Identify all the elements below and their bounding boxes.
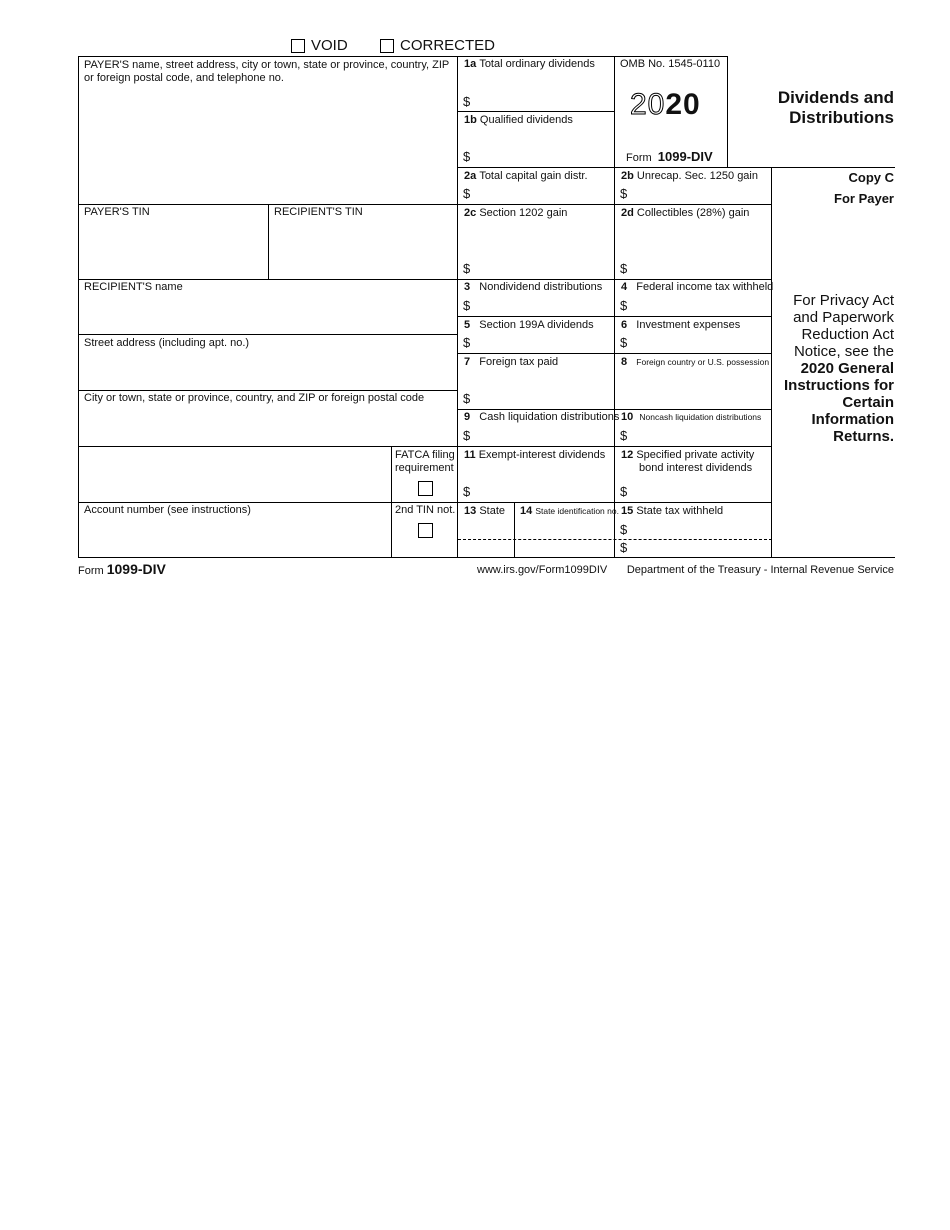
box-10-dollar: $ (620, 428, 628, 443)
box-1b-input[interactable] (476, 148, 610, 164)
fatca-checkbox[interactable] (418, 481, 433, 496)
form-title: Dividends and Distributions (777, 88, 894, 127)
city-field[interactable] (84, 415, 452, 435)
fatca-label-2: requirement (395, 462, 454, 474)
recipient-name-field[interactable] (84, 300, 452, 320)
box-2a-input[interactable] (476, 185, 610, 201)
box-10-label: 10 Noncash liquidation distributions (621, 411, 762, 423)
payer-name-label-2: or foreign postal code, and telephone no. (84, 72, 284, 84)
box-13-input-1[interactable] (462, 522, 510, 538)
box-2b-label: 2b Unrecap. Sec. 1250 gain (621, 170, 758, 182)
box-2c-label: 2c Section 1202 gain (464, 207, 568, 219)
street-address-label: Street address (including apt. no.) (84, 337, 250, 349)
footer-form-name: Form 1099-DIV (78, 561, 166, 577)
box-6-dollar: $ (620, 335, 628, 350)
recipient-tin-label: RECIPIENT'S TIN (274, 206, 363, 218)
box-4-label: 4 Federal income tax withheld (621, 281, 774, 293)
box-4-dollar: $ (620, 298, 628, 313)
box-6-input[interactable] (633, 334, 767, 350)
payer-name-label: PAYER'S name, street address, city or town, state or province, country, ZIP (84, 59, 450, 71)
box-11-input[interactable] (476, 483, 610, 499)
box-11-label: 11 Exempt-interest dividends (464, 449, 606, 461)
box-9-input[interactable] (476, 427, 610, 443)
footer-department: Department of the Treasury - Internal Revenue Service (626, 564, 894, 576)
void-label: VOID (311, 37, 348, 54)
box-9-label: 9 Cash liquidation distributions (464, 411, 620, 423)
payer-name-field[interactable] (82, 88, 456, 202)
box-2c-input[interactable] (476, 260, 610, 276)
omb-form-name: Form 1099-DIV (626, 149, 713, 164)
recipient-name-label: RECIPIENT'S name (84, 281, 183, 293)
box-12-dollar: $ (620, 484, 628, 499)
box-5-input[interactable] (476, 334, 610, 350)
street-address-field[interactable] (84, 358, 452, 378)
box-12-label: 12 Specified private activity (621, 449, 755, 461)
copy-c-label: Copy C (848, 170, 894, 185)
payer-tin-field[interactable] (84, 230, 262, 250)
box-2b-dollar: $ (620, 186, 628, 201)
box-3-dollar: $ (463, 298, 471, 313)
box-14-input-1[interactable] (519, 522, 611, 538)
box-14-label: 14 State identification no. (520, 505, 619, 517)
fatca-blank-field[interactable] (84, 470, 384, 490)
for-payer-label: For Payer (834, 191, 894, 206)
box-2a-label: 2a Total capital gain distr. (464, 170, 588, 182)
second-tin-label: 2nd TIN not. (395, 504, 456, 516)
box-8-input[interactable] (621, 385, 767, 403)
payer-tin-label: PAYER'S TIN (84, 206, 150, 218)
box-13-input-2[interactable] (462, 541, 510, 556)
box-15-dollar-1: $ (620, 522, 628, 537)
box-12-input[interactable] (633, 483, 767, 499)
box-10-input[interactable] (633, 427, 767, 443)
box-3-label: 3 Nondividend distributions (464, 281, 603, 293)
box-2d-dollar: $ (620, 261, 628, 276)
void-checkbox[interactable] (291, 39, 305, 53)
omb-number: OMB No. 1545-0110 (620, 58, 721, 70)
footer-url: www.irs.gov/Form1099DIV (477, 564, 608, 576)
box-2b-input[interactable] (633, 185, 767, 201)
box-2d-input[interactable] (633, 260, 767, 276)
box-3-input[interactable] (476, 297, 610, 313)
tax-year: 2020 (630, 88, 701, 121)
box-15-input-2[interactable] (633, 540, 767, 555)
box-13-label: 13 State (464, 505, 505, 517)
box-15-dollar-2: $ (620, 540, 628, 555)
box-7-input[interactable] (476, 390, 610, 406)
box-2d-label: 2d Collectibles (28%) gain (621, 207, 750, 219)
box-1a-input[interactable] (476, 93, 610, 109)
fatca-label: FATCA filing (395, 449, 455, 461)
box-15-input-1[interactable] (633, 521, 767, 537)
box-7-dollar: $ (463, 391, 471, 406)
box-1a-label: 1a Total ordinary dividends (464, 58, 595, 70)
box-2a-dollar: $ (463, 186, 471, 201)
account-number-label: Account number (see instructions) (84, 504, 251, 516)
city-label: City or town, state or province, country, and ZIP or foreign postal code (84, 392, 425, 404)
corrected-label: CORRECTED (400, 37, 496, 54)
account-number-field[interactable] (84, 528, 384, 548)
box-5-label: 5 Section 199A dividends (464, 319, 594, 331)
second-tin-checkbox[interactable] (418, 523, 433, 538)
box-7-label: 7 Foreign tax paid (464, 356, 559, 368)
box-5-dollar: $ (463, 335, 471, 350)
box-14-input-2[interactable] (519, 541, 611, 556)
box-1b-dollar: $ (463, 149, 471, 164)
box-12-label-2: bond interest dividends (639, 462, 753, 474)
box-8-label: 8 Foreign country or U.S. possession (621, 356, 770, 368)
box-1a-dollar: $ (463, 94, 471, 109)
box-9-dollar: $ (463, 428, 471, 443)
box-4-input[interactable] (633, 297, 767, 313)
box-11-dollar: $ (463, 484, 471, 499)
box-6-label: 6 Investment expenses (621, 319, 741, 331)
box-15-label: 15 State tax withheld (621, 505, 724, 517)
recipient-tin-field[interactable] (274, 230, 452, 250)
corrected-checkbox[interactable] (380, 39, 394, 53)
privacy-notice: For Privacy Act and Paperwork Reduction Act Notice, see the 2020 General Instructions for Certain Information Returns. (783, 292, 894, 445)
box-2c-dollar: $ (463, 261, 471, 276)
box-1b-label: 1b Qualified dividends (464, 114, 573, 126)
